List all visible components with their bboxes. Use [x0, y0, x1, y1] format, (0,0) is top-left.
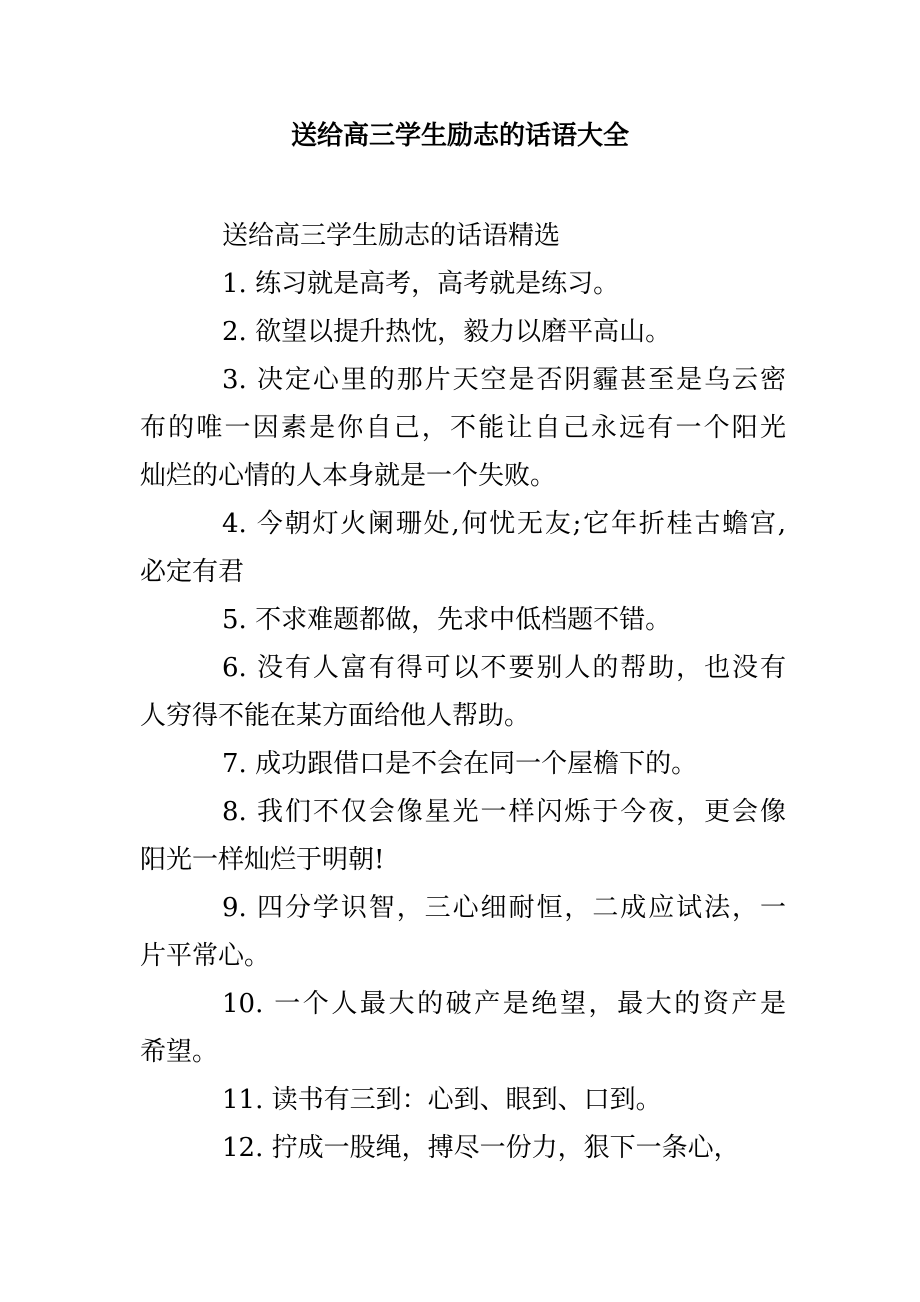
list-item: 1. 练习就是高考，高考就是练习。: [222, 269, 620, 299]
list-item: 8. 我们不仅会像星光一样闪烁于今夜，更会像: [222, 797, 786, 827]
list-item: 4. 今朝灯火阑珊处,何忧无友;它年折桂古蟾宫,: [222, 509, 786, 539]
list-item-continued: 片平常心。: [140, 941, 271, 971]
list-item-continued: 灿烂的心情的人本身就是一个失败。: [140, 461, 557, 491]
list-item: 11. 读书有三到：心到、眼到、口到。: [222, 1085, 662, 1115]
list-item: 6. 没有人富有得可以不要别人的帮助，也没有: [222, 653, 786, 683]
document-title: 送给高三学生励志的话语大全: [290, 121, 629, 151]
list-item: 12. 拧成一股绳，搏尽一份力，狠下一条心，: [222, 1133, 740, 1163]
list-item-continued: 希望。: [140, 1037, 219, 1067]
list-item: 10. 一个人最大的破产是绝望，最大的资产是: [222, 989, 786, 1019]
list-item-continued: 必定有君: [140, 557, 245, 587]
list-item-continued: 人穷得不能在某方面给他人帮助。: [140, 701, 531, 731]
list-item: 2. 欲望以提升热忱，毅力以磨平高山。: [222, 317, 672, 347]
document-body: [140, 214, 786, 1174]
list-item: 9. 四分学识智，三心细耐恒，二成应试法，一: [222, 893, 786, 923]
list-item-continued: 阳光一样灿烂于明朝!: [140, 845, 385, 875]
list-item: 5. 不求难题都做，先求中低档题不错。: [222, 605, 672, 635]
list-item: 3. 决定心里的那片天空是否阴霾甚至是乌云密: [222, 365, 786, 395]
list-item: 7. 成功跟借口是不会在同一个屋檐下的。: [222, 749, 698, 779]
section-heading: 送给高三学生励志的话语精选: [222, 221, 561, 251]
list-item-continued: 布的唯一因素是你自己，不能让自己永远有一个阳光: [140, 413, 786, 443]
